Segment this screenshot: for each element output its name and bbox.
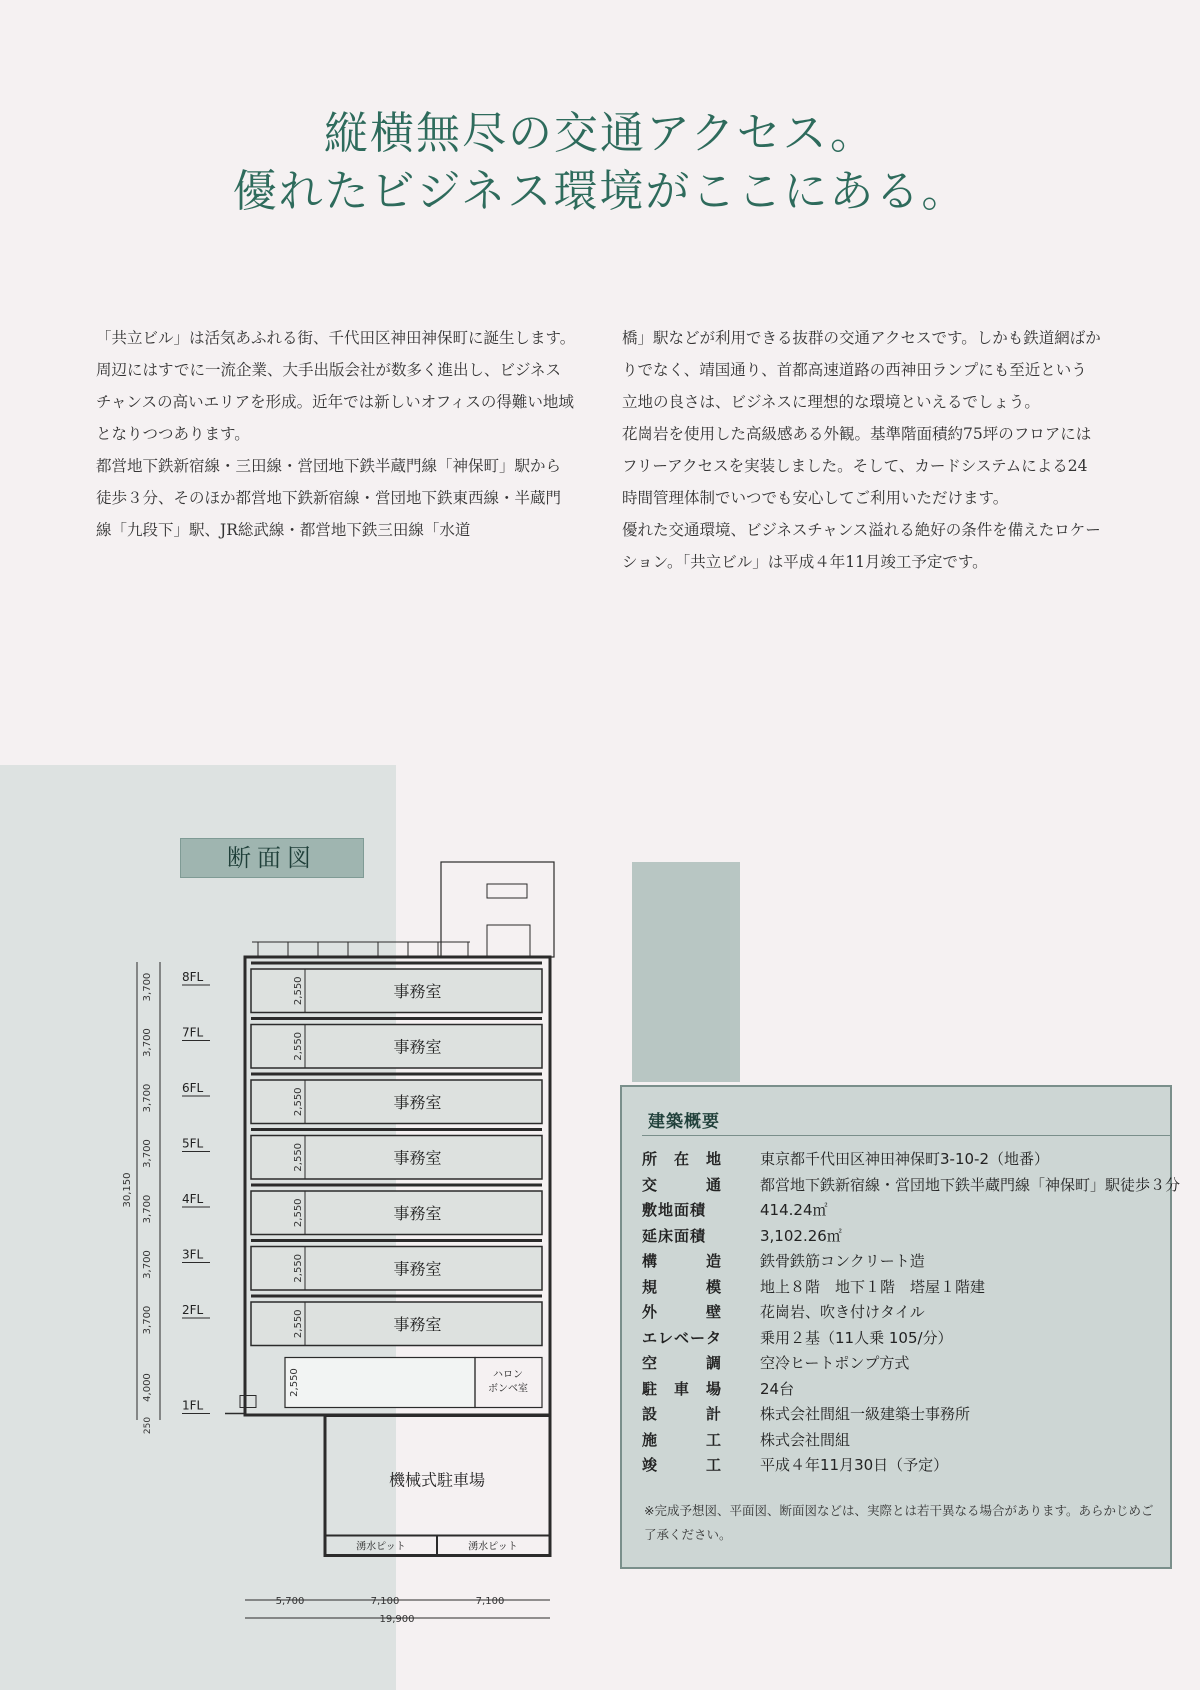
body-paragraph: 周辺にはすでに一流企業、大手出版会社が数多く進出し、ビジネスチャンスの高いエリアを形成。近年では新しいオフィスの得難い地域となりつつあります。	[96, 361, 574, 443]
spec-value: 鉄骨鉄筋コンクリート造	[760, 1252, 925, 1270]
floor-level-label: 4FL	[182, 1192, 204, 1206]
spec-row	[642, 1224, 842, 1249]
spec-label: 規 模	[642, 1277, 723, 1296]
body-paragraph: 「共立ビル」は活気あふれる街、千代田区神田神保町に誕生します。	[96, 329, 576, 347]
room-label: 事務室	[393, 1092, 442, 1112]
floor-level-label: 5FL	[182, 1136, 204, 1151]
entry-detail	[240, 1396, 256, 1408]
spec-row	[642, 1198, 828, 1223]
width-label: 7,100	[475, 1596, 505, 1607]
spec-note: ※完成予想図、平面図、断面図などは、実際とは若干異なる場合があります。あらかじめご了承ください。	[644, 1503, 1154, 1542]
spec-value: 花崗岩、吹き付けタイル	[760, 1303, 925, 1321]
floor-height-label: 3,700	[142, 1028, 153, 1057]
room-label: 事務室	[393, 1148, 442, 1168]
spec-value: 地上８階 地下１階 塔屋１階建	[760, 1277, 986, 1296]
spec-label: 所 在 地	[642, 1150, 723, 1168]
spec-label: 設 計	[642, 1405, 723, 1423]
ceiling-height-label: 2,550	[293, 1309, 304, 1339]
spec-value: 3,102.26㎡	[760, 1226, 842, 1245]
room-label: 事務室	[393, 1203, 442, 1223]
spec-label: 空 調	[642, 1354, 723, 1372]
spec-label: 駐 車 場	[642, 1379, 723, 1398]
spec-row	[642, 1275, 985, 1300]
spec-row	[642, 1453, 948, 1478]
room-label: 事務室	[393, 1314, 442, 1334]
spec-divider	[642, 1135, 1170, 1136]
floor-level-label: 1FL	[182, 1398, 204, 1413]
spec-value: 乗用２基（11人乗 105/分）	[760, 1328, 953, 1347]
spec-row	[642, 1377, 794, 1402]
spec-label: 延床面積	[642, 1226, 707, 1245]
spec-title: 建築概要	[648, 1112, 720, 1132]
penthouse-equipment	[487, 884, 527, 898]
headline-line-1: 縦横無尽の交通アクセス。	[324, 108, 876, 159]
spec-value: 414.24㎡	[760, 1201, 828, 1219]
ceiling-height-label: 2,550	[293, 976, 304, 1006]
spec-row	[642, 1300, 925, 1325]
ceiling-height-label: 2,550	[293, 1142, 304, 1172]
spec-label: 構 造	[642, 1252, 723, 1270]
room-label: 事務室	[393, 981, 442, 1001]
spec-row	[642, 1351, 909, 1376]
spec-row	[642, 1326, 953, 1351]
floor-level-label: 6FL	[182, 1081, 204, 1095]
total-width-label: 19,900	[379, 1614, 415, 1625]
spec-value: 空冷ヒートポンプ方式	[760, 1354, 910, 1372]
floor-height-label: 3,700	[142, 1305, 153, 1335]
body-paragraph: 橋」駅などが利用できる抜群の交通アクセスです。しかも鉄道網ばかりでなく、靖国通り、首都高速道路の西神田ランプにも至近という立地の良さは、ビジネスに理想的な環境といえるでしょう。	[622, 329, 1101, 411]
width-label: 7,100	[370, 1596, 400, 1607]
floor-level-label: 2FL	[182, 1303, 204, 1317]
body-paragraph: 花崗岩を使用した高級感ある外観。基準階面積約75坪のフロアにはフリーアクセスを実装しました。そして、カードシステムによる24時間管理体制でいつでも安心してご利用いただけます。	[622, 425, 1092, 507]
ceiling-height-label: 2,550	[293, 1198, 304, 1228]
total-height-label: 30,150	[122, 1172, 133, 1208]
halon-room-label-1: ハロン	[493, 1369, 523, 1381]
spec-row	[642, 1173, 1180, 1198]
ground-offset-label: 250	[143, 1416, 153, 1435]
floor-level-label: 3FL	[182, 1247, 204, 1262]
body-paragraph: 都営地下鉄新宿線・三田線・営団地下鉄半蔵門線「神保町」駅から徒歩３分、そのほか都営地下鉄新宿線・営団地下鉄東西線・半蔵門線「九段下」駅、JR総武線・都営地下鉄三田線「水道	[96, 457, 562, 539]
ceiling-height-label: 2,550	[293, 1087, 304, 1117]
spec-value: 都営地下鉄新宿線・営団地下鉄半蔵門線「神保町」駅徒歩３分	[760, 1175, 1181, 1194]
floor-height-label: 3,700	[142, 1250, 153, 1279]
spec-label: 施 工	[642, 1430, 723, 1449]
ground-height-label: 4,000	[142, 1373, 153, 1402]
spec-value: 平成４年11月30日（予定）	[760, 1456, 949, 1474]
spec-row	[642, 1147, 1049, 1172]
room-label: 事務室	[393, 1259, 442, 1279]
floor-height-label: 3,700	[142, 1083, 153, 1113]
floor-height-label: 3,700	[142, 1139, 153, 1168]
ground-floor-lobby	[285, 1358, 475, 1408]
spec-row	[642, 1249, 925, 1274]
halon-room-label-2: ボンベ室	[488, 1383, 528, 1395]
spec-label: エレベータ	[642, 1328, 723, 1347]
body-paragraph: 優れた交通環境、ビジネスチャンス溢れる絶好の条件を備えたロケーション。「共立ビル」は平成４年11月竣工予定です。	[622, 521, 1101, 571]
spec-row	[642, 1402, 970, 1427]
ceiling-height-label: 2,550	[293, 1031, 304, 1061]
basement-room-label: 機械式駐車場	[388, 1470, 486, 1490]
section-diagram-title: 断面図	[180, 838, 364, 878]
halon-room	[475, 1358, 542, 1408]
building-spec-panel	[620, 1085, 1181, 1569]
room-label: 事務室	[393, 1037, 442, 1057]
floor-height-label: 3,700	[142, 972, 153, 1002]
spec-label: 竣 工	[642, 1456, 723, 1474]
pit-label: 湧水ピット	[468, 1541, 518, 1553]
spec-value: 株式会社間組一級建築士事務所	[760, 1405, 971, 1423]
rooftop-stair	[487, 925, 530, 957]
floor-level-label: 8FL	[182, 970, 204, 984]
pit-label: 湧水ピット	[356, 1541, 406, 1553]
headline-line-2: 優れたビジネス環境がここにある。	[232, 166, 968, 217]
ceiling-height-label: 2,550	[293, 1253, 304, 1283]
spec-row	[642, 1428, 850, 1453]
floor-height-label: 3,700	[142, 1194, 153, 1224]
ground-ceiling-label: 2,550	[289, 1368, 300, 1397]
spec-value: 東京都千代田区神田神保町3-10-2（地番）	[760, 1150, 1050, 1168]
spec-label: 敷地面積	[642, 1201, 707, 1219]
floor-level-label: 7FL	[182, 1025, 204, 1040]
spec-label: 交 通	[642, 1175, 723, 1194]
spec-label: 外 壁	[642, 1303, 723, 1321]
spec-value: 株式会社間組	[760, 1430, 851, 1449]
width-label: 5,700	[275, 1596, 305, 1607]
spec-value: 24台	[760, 1379, 795, 1398]
penthouse	[441, 862, 554, 957]
